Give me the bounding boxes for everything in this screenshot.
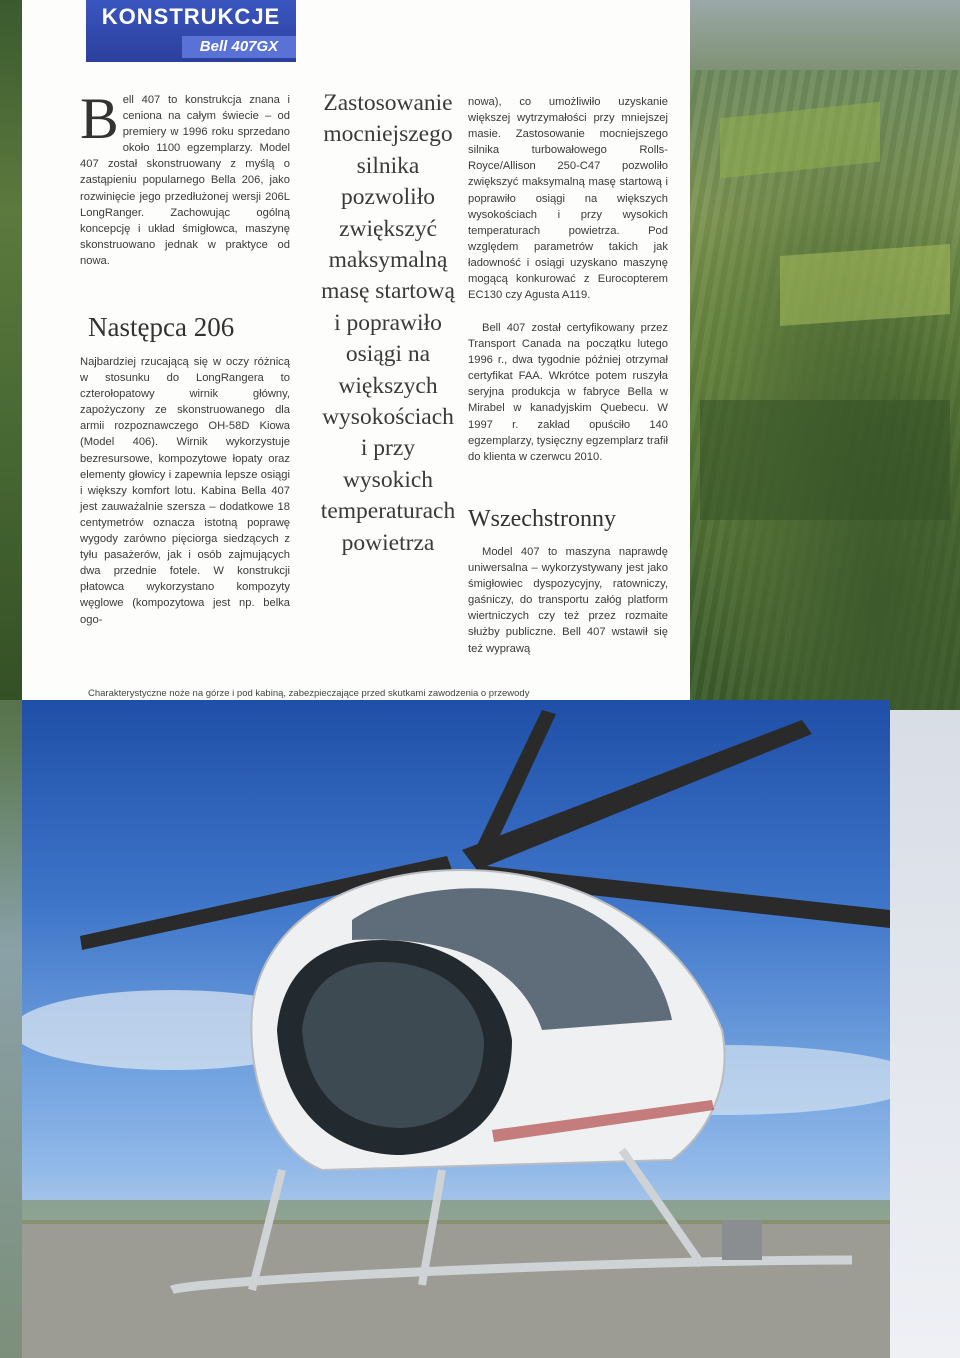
col3-paragraph-2: Bell 407 został certyfikowany przez Transport Canada na początku lutego 1996 r., dwa tygodnie później otrzymał certyfikat FAA. Wkrótce potem ruszyła seryjna produkcja w fabryce Bella w Mirabel w kanadyjskim Quebecu. W 1997 r. zakład opuściło 140 egzemplarzy, tysięczny egzemplarz trafił do klienta w czerwcu 2010. [468, 322, 668, 463]
heading-wszechstronny: Wszechstronny [468, 506, 616, 532]
landscape-field [780, 244, 950, 326]
drop-cap: B [80, 86, 119, 151]
col3-paragraph: nowa), co umożliwiło uzyskanie większej wytrzymałości przy mniejszej masie. Zastosowanie mocniejszego silnika turbowałowego Rolls-Royce/Allison 250-C47 pozwoliło zwiększyć maksymalną masę startową i poprawiło osiągi na większych wysokościach i przy wysokich temperaturach powietrza. Pod względem parametrów takich jak ładowność i osiągi uzyskano maszynę mogącą konkurować z Eurocopterem EC130 czy Agusta A119. [468, 96, 668, 302]
section-banner [86, 0, 296, 62]
right-margin [890, 710, 960, 1358]
intro-text: ell 407 to konstrukcja znana i ceniona na całym świecie – od premiery w 1996 roku sprzedano około 1100 egzemplarzy. Model 407 został skonstruowany z myślą o zastąpieniu popularnego Bella 206, jako rozwinięcie jego przedłużonej wersji 206L LongRanger. Zachowując ogólną koncepcję i układ śmigłowca, maszynę skonstruowano jednak w praktyce od nowa. [80, 94, 290, 267]
left-photo-strip-top [0, 0, 22, 700]
section1-paragraph: Najbardziej rzucającą się w oczy różnicą w stosunku do LongRangera to czterołopatowy wirnik główny, zapożyczony ze skonstruowanego dla armii rozpoznawczego OH-58D Kiowa (Model 406). Wirnik wykorzystuje bezresursowe, kompozytowe łopaty oraz elementy głowicy i zapewnia lepsze osiągi i większy komfort lotu. Kabina Bella 407 jest zauważalnie szersza – dodatkowe 18 centymetrów oznacza istotną poprawę wygody zarówno pięciorga siedzących z tyłu pasażerów, jak i osób zajmujących dwa przednie fotele. W konstrukcji płatowca wykorzystano kompozyty węglowe (kompozytowa jest np. belka ogo- [80, 356, 290, 626]
landscape-haze [690, 0, 960, 70]
intro-paragraph [80, 86, 290, 269]
landscape-forest [700, 400, 950, 520]
photo-caption: Charakterystyczne noże na górze i pod kabiną, zabezpieczające przed skutkami zawodzenia o przewody [88, 688, 530, 699]
landscape-field [720, 102, 880, 179]
section-subtitle: Bell 407GX [182, 36, 296, 58]
pull-quote: Zastosowanie mocniejszego silnika pozwoliło zwiększyć maksymalną masę startową i poprawiło osiągi na większych wysokościach i przy wysokich temperaturach powietrza [320, 90, 456, 556]
landscape-photo [690, 0, 960, 710]
heading-nastepca: Następca 206 [88, 312, 235, 342]
section-title: KONSTRUKCJE [101, 4, 281, 29]
helicopter-photo [22, 700, 890, 1358]
helicopter-illustration [22, 700, 890, 1358]
section2-paragraph: Model 407 to maszyna naprawdę uniwersalna – wykorzystywany jest jako śmigłowiec dyspozycyjny, ratowniczy, gaśniczy, do transportu załóg platform wiertniczych czy też przez rozmaite służby publiczne. Bell 407 wstawił się też wyprawą [468, 546, 668, 655]
